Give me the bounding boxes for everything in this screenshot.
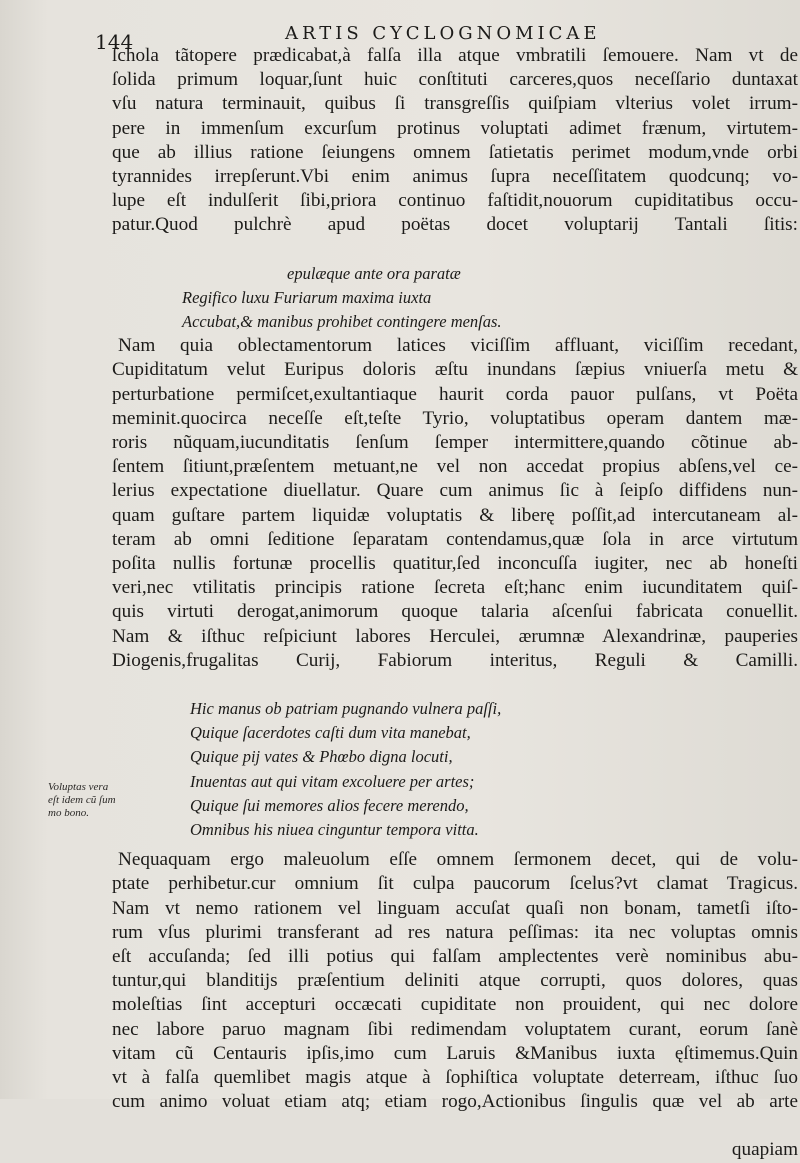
text-line: cum animo voluat etiam atq; etiam rogo,Actionibus ſingulis quæ vel ab arte	[112, 1091, 798, 1113]
text-line: Nam quia oblectamentorum latices viciſſim affluant, viciſſim recedant,	[118, 335, 798, 357]
page-number: 144	[95, 30, 134, 54]
text-line: quam guſtare partem liquidæ voluptatis & liberę poſſit,ad intercutaneam al-	[112, 504, 798, 526]
text-line: Diogenis,frugalitas Curij, Fabiorum interitus, Reguli & Camilli.	[112, 649, 798, 671]
text-line: veri,nec vtilitatis principis ratione ſecreta eſt;hanc enim iucunditatem quiſ-	[112, 577, 798, 599]
text-line: Cupiditatum velut Euripus doloris æſtu inundans ſæpius vniuerſa metu &	[112, 359, 798, 381]
text-line: Nam vt nemo rationem vel linguam accuſat quaſi non bonam, tametſi iſto-	[112, 897, 798, 919]
text-line: Nequaquam ergo maleuolum eſſe omnem ſermonem decet, qui de volu-	[118, 849, 798, 871]
text-line: roris nũquam,iucunditatis ſenſum ſemper intermittere,quando cõtinue ab-	[112, 432, 798, 453]
running-title: ARTIS CYCLOGNOMICAE	[285, 23, 601, 44]
text-line: quis virtuti derogat,animorum quoque talaria aſcenſui fabricata conuellit.	[112, 601, 798, 623]
text-line: vſu natura terminauit, quibus ſi transgreſſis quiſpiam vlterius volet irrum-	[112, 93, 798, 115]
text-line: vt à falſa quemlibet magis atque à ſophiſtica voluptate deterream, iſthuc ſuo	[112, 1066, 798, 1088]
verse-line: Quique pij vates & Phœbo digna locuti,	[190, 747, 453, 767]
marginal-note-line: eſt idem cũ ſum	[48, 794, 116, 806]
text-line: pere in immenſum excurſum protinus voluptati adimet frænum, virtutem-	[112, 117, 798, 139]
text-line: Nam & iſthuc reſpiciunt labores Herculei, ærumnæ Alexandrinæ, pauperies	[112, 625, 798, 647]
text-line: nec labore paruo magnam ſibi redimendam voluptatem curant, eorum ſanè	[112, 1018, 798, 1040]
text-line	[112, 238, 798, 262]
poem-block	[112, 697, 798, 842]
verse-line: Accubat,& manibus prohibet contingere menſas.	[182, 312, 502, 332]
verse-line: Quique ſacerdotes caſti dum vita manebat,	[190, 723, 471, 743]
page-body	[112, 44, 798, 1163]
marginal-note-line: Voluptas vera	[48, 781, 109, 793]
text-line	[112, 1114, 798, 1138]
text-line: lupe eſt indulſerit ſibi,priora continuo faſtidit,nouorum cupiditatibus occu-	[112, 190, 798, 212]
verse-line: epulæque ante ora paratæ	[287, 263, 461, 283]
verse-line: Regifico luxu Furiarum maxima iuxta	[182, 287, 432, 307]
text-line: teram ab omni ſeditione ſeparatam contendamus,quæ ſola in arce virtutum	[112, 528, 798, 550]
text-line: lerius expectatione diuellatur. Quare cum animus ſic à ſeipſo diffidens nun-	[112, 480, 798, 502]
text-line: moleſtias ſint accepturi occæcati cupiditate non prouident, qui nec dolore	[112, 994, 798, 1016]
catchword: quapiam	[731, 1139, 798, 1161]
verse-line: Hic manus ob patriam pugnando vulnera paſſi,	[190, 699, 502, 719]
text-line: tyrannides irrepſerunt.Vbi enim animus ſupra neceſſitatem quodcunq; vo-	[112, 165, 798, 187]
verse-line: Omnibus his niuea cinguntur tempora vitta.	[190, 820, 479, 839]
marginal-note-line: mo bono.	[48, 807, 89, 819]
text-line: poſita nullis fortunæ procellis quatitur,ſed inconcuſſa iugiter, nec ab honeſti	[112, 552, 798, 574]
text-line: meminit.quocirca neceſſe eſt,teſte Tyrio, voluptatibus operam dantem mæ-	[112, 407, 798, 429]
text-line: perturbatione permiſcet,exultantiaque haurit corda pauor pulſans, vt Poëta	[112, 383, 798, 405]
verse-line: Quique ſui memores alios fecere merendo,	[190, 795, 469, 815]
text-line: eſt accuſanda; ſed illi potius qui falſam amplectentes verè nominibus abu-	[112, 945, 798, 967]
text-line: ptate perhibetur.cur omnium ſit culpa paucorum ſcelus?vt clamat Tragicus.	[112, 873, 798, 895]
text-line: patur.Quod pulchrè apud poëtas docet voluptarij Tantali ſitis:	[112, 214, 798, 236]
text-line: ſolida primum loquar,ſunt huic conſtituti carceres,quos neceſſario duntaxat	[112, 69, 798, 91]
text-line: rum vſus plurimi transferant ad res natura peſſimas: ita nec voluptas omnis	[112, 921, 798, 943]
verse-line: Inuentas aut qui vitam excoluere per artes;	[190, 771, 475, 791]
text-line: ſentem ſitiunt,præſentem metuant,ne vel non accedat propius abſens,vel ce-	[112, 456, 798, 478]
text-line: tuntur,qui blanditijs præſentium deliniti atque corrupti, quos dolores, quas	[112, 970, 798, 992]
text-line: vitam cũ Centauris ipſis,imo cum Laruis &Manibus iuxta ęſtimemus.Quin	[112, 1042, 798, 1064]
text-line	[112, 673, 798, 697]
text-line: que ab illius ratione ſeiungens omnem ſatietatis perimet modum,vnde orbi	[112, 141, 798, 163]
text-line: ſchola tãtopere prædicabat,à falſa illa atque vmbratili ſemouere. Nam vt de	[112, 45, 798, 66]
